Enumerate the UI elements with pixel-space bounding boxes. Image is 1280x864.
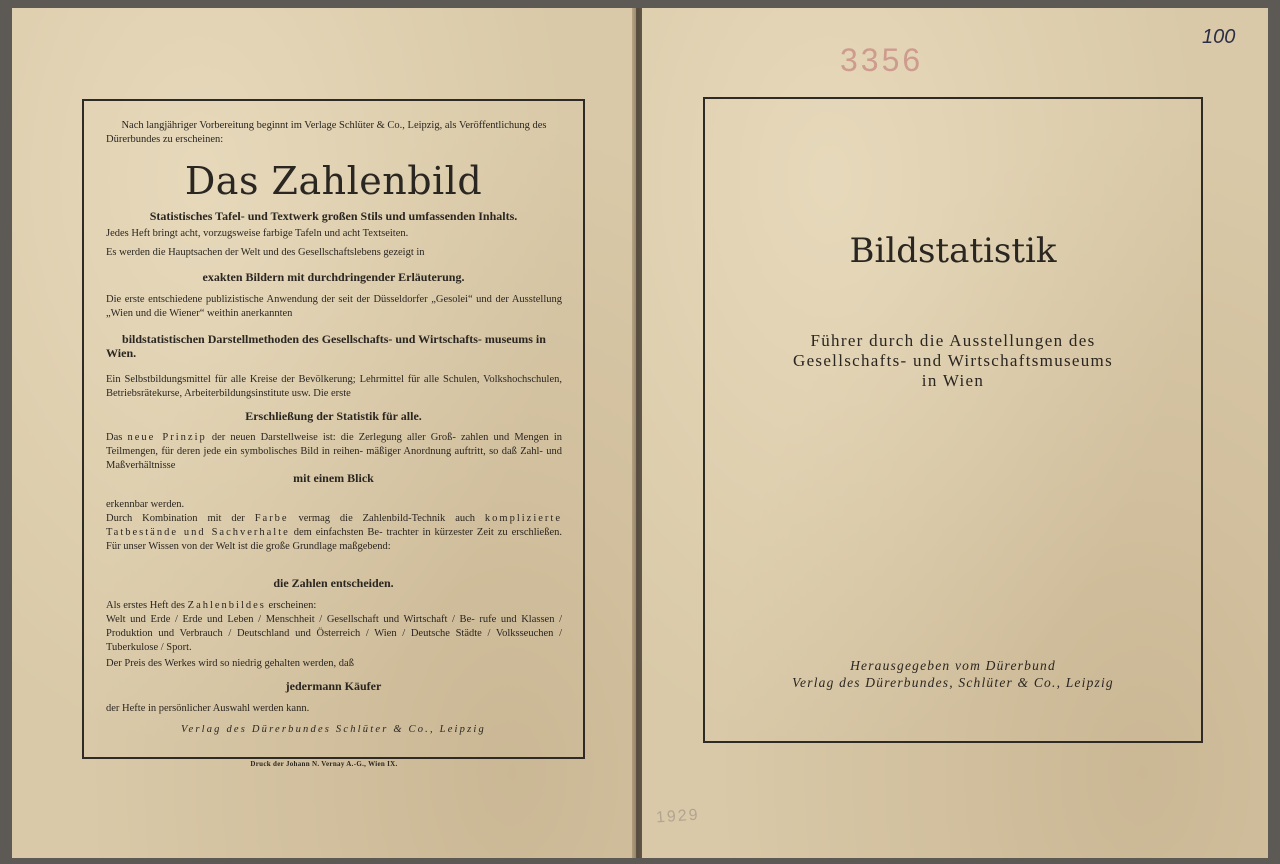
ad-paragraph: [106, 431, 562, 473]
cover-publisher-line: Verlag des Dürerbundes, Schlüter & Co., Leipzig: [792, 675, 1114, 690]
ad-text: dem einfachsten Be- trachter in kürzester Zeit zu erschließen. Für unser Wissen von der Welt ist die große Grundlage maßgebend:: [106, 527, 563, 552]
right-page: [642, 8, 1268, 858]
ad-topics-list: Welt und Erde / Erde und Leben / Menschheit / Gesellschaft und Wirtschaft / Be- rufe und Klassen / Produktion und Verbrauch / Deutschland und Österreich / Wien / Deutsche Städte / Volksseuchen / Tuberkulose / Sport.: [106, 614, 562, 653]
ad-text: vermag die Zahlenbild-Technik auch: [298, 513, 476, 524]
ad-heading: exakten Bildern mit durchdringender Erläuterung.: [202, 270, 465, 284]
ad-paragraph: [106, 512, 562, 554]
ad-emphasis: komplizierte Tatbestände und Sachverhalte: [106, 513, 562, 538]
ad-title: Das Zahlenbild: [184, 159, 483, 203]
ad-heading: mit einem Blick: [293, 471, 374, 485]
ad-publisher: Verlag des Dürerbundes Schlüter & Co., Leipzig: [181, 724, 486, 735]
ad-intro: Nach langjähriger Vorbereitung beginnt im Verlage Schlüter & Co., Leipzig, als Veröffentlichung des Dürerbundes zu erscheinen:: [106, 120, 547, 145]
ad-paragraph: der Hefte in persönlicher Auswahl werden kann.: [106, 703, 310, 714]
ad-emphasis: neue Prinzip: [127, 432, 207, 443]
cover-subtitle-line: Gesellschafts- und Wirtschaftsmuseums: [793, 351, 1113, 370]
ad-heading: bildstatistischen Darstellmethoden des Gesellschafts- und Wirtschafts- museums in Wien.: [106, 332, 546, 360]
ad-paragraph: Es werden die Hauptsachen der Welt und des Gesellschaftslebens gezeigt in: [106, 247, 425, 258]
ad-paragraph: [106, 599, 562, 613]
cover-subtitle-line: in Wien: [921, 371, 985, 390]
ad-emphasis: Zahlenbildes: [187, 600, 266, 611]
ad-emphasis: Farbe: [254, 513, 289, 524]
ad-paragraph: Ein Selbstbildungsmittel für alle Kreise der Bevölkerung; Lehrmittel für alle Schulen, Volkshochschulen, Betriebsrätekurse, Arbeiterbildungsinstitute usw. Die erste: [106, 374, 562, 399]
ad-subtitle: Statistisches Tafel- und Textwerk großen Stils und umfassenden Inhalts.: [149, 209, 518, 223]
page-count-annotation: 100: [1202, 26, 1236, 48]
advertisement-frame: [82, 99, 585, 759]
ad-heading: jedermann Käufer: [285, 679, 382, 693]
cover-subtitle-line: Führer durch die Ausstellungen des: [810, 331, 1096, 350]
ad-text: der neuen Darstellweise ist: die Zerlegung aller Groß- zahlen und Mengen in Teilmengen, für deren jede ein symbolisches Bild in reihen- mäßiger Anordnung auftritt, so daß Zahl- und Maßverhältnisse: [106, 432, 563, 471]
faded-stamp: [1002, 36, 1152, 88]
ad-text: erscheinen:: [268, 600, 317, 611]
ad-text: Durch Kombination mit der: [106, 513, 245, 524]
ad-paragraph: Die erste entschiedene publizistische Anwendung der seit der Düsseldorfer „Gesolei“ und der Ausstellung „Wien und die Wiener“ weithin anerkannten: [106, 294, 562, 319]
ad-text: Das: [106, 432, 123, 443]
ad-text: Als erstes Heft des: [106, 600, 186, 611]
faded-year-mark: 1929: [655, 806, 701, 827]
printer-imprint: Druck der Johann N. Vernay A.-G., Wien IX.: [250, 760, 398, 768]
ad-paragraph: Der Preis des Werkes wird so niedrig gehalten werden, daß: [106, 658, 354, 669]
ad-paragraph: Jedes Heft bringt acht, vorzugsweise farbige Tafeln und acht Textseiten.: [106, 228, 409, 239]
ad-heading: Erschließung der Statistik für alle.: [245, 409, 422, 423]
left-page: [12, 8, 636, 858]
ad-heading: die Zahlen entscheiden.: [273, 576, 394, 590]
cover-title: Bildstatistik: [849, 231, 1057, 271]
cover-editor-line: Herausgegeben vom Dürerbund: [850, 658, 1056, 673]
cover-frame: [703, 97, 1203, 743]
catalog-number: 3356: [840, 42, 924, 78]
ad-paragraph: erkennbar werden.: [106, 499, 185, 510]
